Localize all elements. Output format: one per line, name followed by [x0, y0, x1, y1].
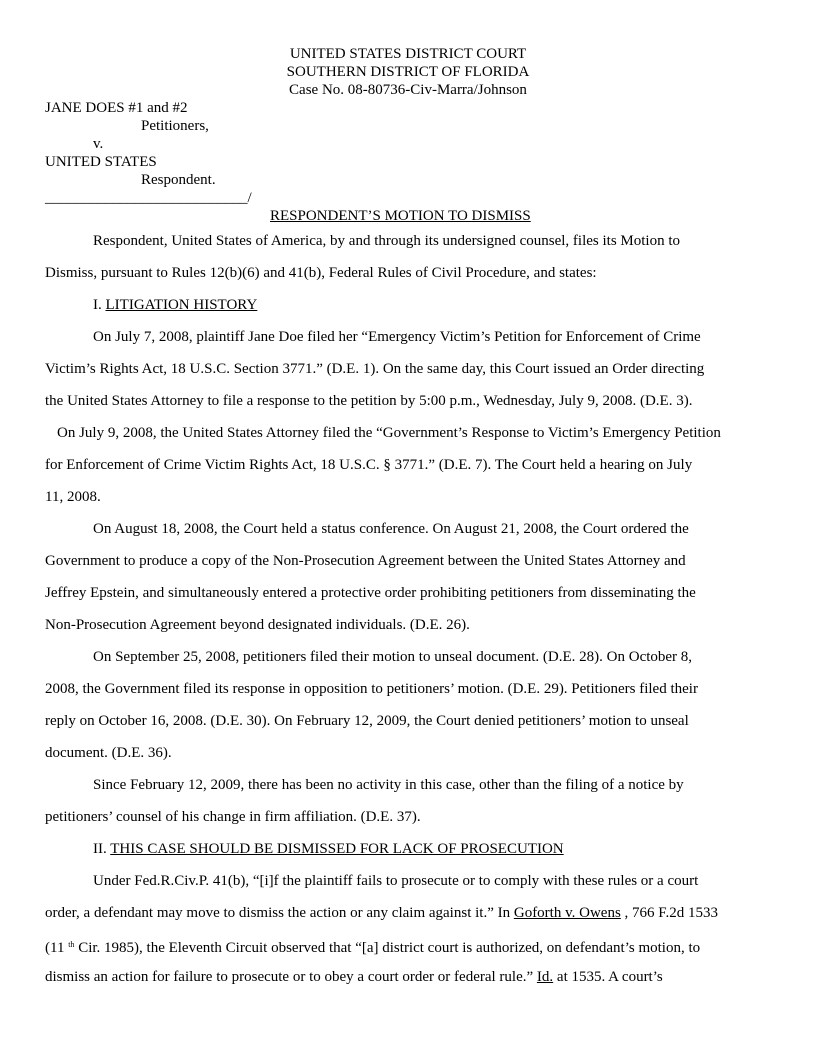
section-heading-1 — [93, 296, 257, 314]
body-line: Government to produce a copy of the Non-Prosecution Agreement between the United States Attorney and — [45, 553, 686, 569]
text-run: at 1535. A court’s — [553, 969, 663, 985]
respondent-name: UNITED STATES — [45, 154, 157, 170]
intro-line: Respondent, United States of America, by and through its undersigned counsel, files its Motion to — [93, 233, 680, 249]
body-line: 2008, the Government filed its response in opposition to petitioners’ motion. (D.E. 29). Petitioners filed their — [45, 681, 698, 697]
petitioners-name: JANE DOES #1 and #2 — [45, 100, 188, 116]
case-number: Case No. 08-80736-Civ-Marra/Johnson — [289, 82, 527, 98]
section-number: II. — [93, 841, 107, 857]
section-title: LITIGATION HISTORY — [105, 297, 258, 313]
section-heading-2 — [93, 840, 564, 858]
petitioners-label: Petitioners, — [141, 118, 209, 134]
body-line: On July 9, 2008, the United States Attorney filed the “Government’s Response to Victim’s Emergency Petition — [57, 425, 721, 441]
id-citation: Id. — [536, 969, 554, 985]
versus: v. — [93, 136, 104, 152]
motion-title — [270, 207, 531, 225]
body-line: Since February 12, 2009, there has been no activity in this case, other than the filing of a notice by — [93, 777, 684, 793]
body-line: On July 7, 2008, plaintiff Jane Doe filed her “Emergency Victim’s Petition for Enforcement of Crime — [93, 329, 701, 345]
body-line: On September 25, 2008, petitioners filed their motion to unseal document. (D.E. 28). On October 8, — [93, 649, 693, 665]
text-run: Cir. 1985), the Eleventh Circuit observed that “[a] district court is authorized, on defendant’s motion, to — [74, 940, 701, 956]
body-line: the United States Attorney to file a response to the petition by 5:00 p.m., Wednesday, July 9, 2008. (D.E. 3). — [45, 393, 693, 409]
body-line — [45, 904, 718, 922]
body-line: petitioners’ counsel of his change in firm affiliation. (D.E. 37). — [45, 809, 421, 825]
caption-rule: ___________________________/ — [45, 190, 252, 206]
body-line — [45, 968, 663, 986]
body-line: 11, 2008. — [45, 489, 101, 505]
ordinal-superscript: th — [68, 940, 75, 949]
text-run: dismiss an action for failure to prosecute or to obey a court order or federal rule.” — [45, 969, 537, 985]
text-run: , 766 F.2d 1533 — [620, 905, 718, 921]
body-line: Victim’s Rights Act, 18 U.S.C. Section 3771.” (D.E. 1). On the same day, this Court issued an Order directing — [45, 361, 705, 377]
body-line: Jeffrey Epstein, and simultaneously entered a protective order prohibiting petitioners from disseminating the — [45, 585, 696, 601]
section-title: THIS CASE SHOULD BE DISMISSED FOR LACK OF PROSECUTION — [110, 841, 564, 857]
body-line: Under Fed.R.Civ.P. 41(b), “[i]f the plaintiff fails to prosecute or to comply with these rules or a court — [93, 873, 699, 889]
body-line: Non-Prosecution Agreement beyond designated individuals. (D.E. 26). — [45, 617, 470, 633]
body-line: document. (D.E. 36). — [45, 745, 172, 761]
intro-line: Dismiss, pursuant to Rules 12(b)(6) and 41(b), Federal Rules of Civil Procedure, and states: — [45, 265, 597, 281]
text-run: (11 — [45, 940, 69, 956]
court-name: UNITED STATES DISTRICT COURT — [289, 46, 527, 62]
case-citation: Goforth v. Owens — [513, 905, 621, 921]
text-run: order, a defendant may move to dismiss the action or any claim against it.” In — [45, 905, 514, 921]
district-name: SOUTHERN DISTRICT OF FLORIDA — [286, 64, 530, 80]
body-line: for Enforcement of Crime Victim Rights Act, 18 U.S.C. § 3771.” (D.E. 7). The Court held a hearing on July — [45, 457, 693, 473]
body-line: reply on October 16, 2008. (D.E. 30). On February 12, 2009, the Court denied petitioners’ motion to unseal — [45, 713, 689, 729]
respondent-label: Respondent. — [141, 172, 216, 188]
body-line: On August 18, 2008, the Court held a status conference. On August 21, 2008, the Court ordered the — [93, 521, 689, 537]
motion-title-text: RESPONDENT’S MOTION TO DISMISS — [270, 208, 531, 224]
body-line — [45, 936, 700, 957]
section-number: I. — [93, 297, 102, 313]
